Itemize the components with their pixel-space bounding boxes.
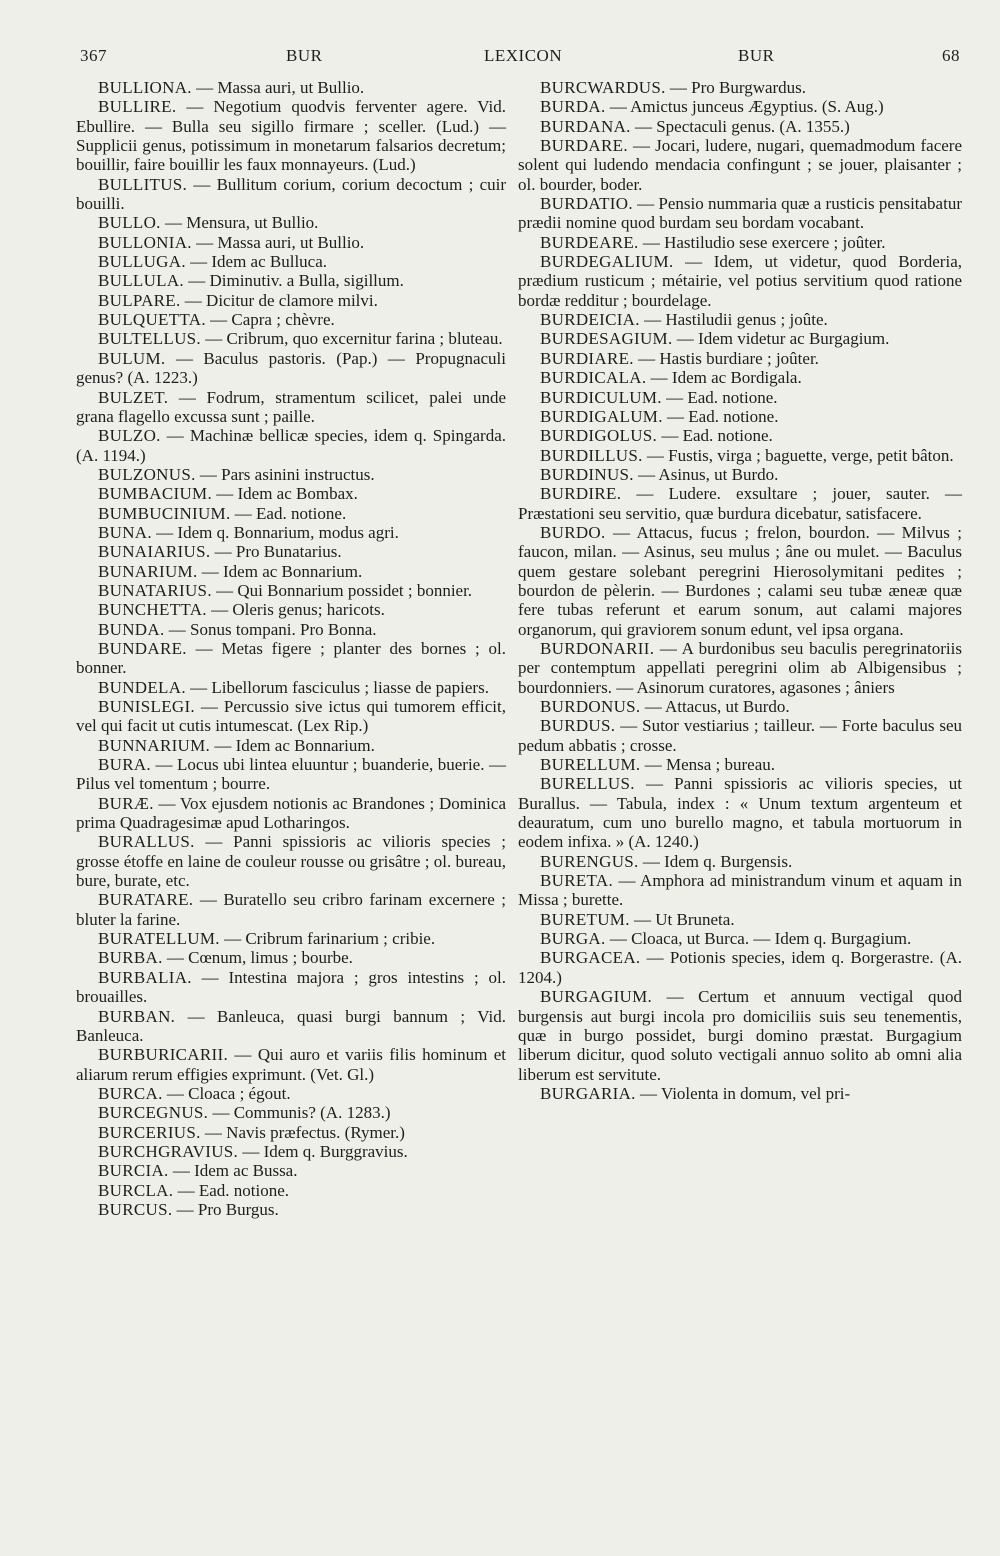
definition: — Intestina majora ; gros intestins ; ol. brouailles.	[76, 967, 506, 1007]
headword: BUNNARIUM.	[98, 735, 211, 755]
dictionary-entry	[76, 1007, 506, 1046]
headword: BURELLUS.	[540, 774, 635, 794]
definition: — Ut Bruneta.	[629, 909, 735, 929]
dictionary-entry	[518, 78, 962, 97]
dictionary-entry	[76, 639, 506, 678]
definition: — Negotium quodvis ferventer agere. Vid. Ebullire. — Bulla seu sigillo firmare ; sceller. (Lud.) — Supplicii genus, potissimum in monetarum falsarios decretum; bouillir, faire bouillir les faux monnayeurs. (Lud.)	[76, 97, 506, 175]
headword: BULTELLUS.	[98, 329, 201, 349]
definition: — Amictus junceus Ægyptius. (S. Aug.)	[605, 97, 884, 117]
dictionary-entry	[518, 426, 962, 445]
dictionary-entry	[518, 929, 962, 948]
definition: — Idem q. Bonnarium, modus agri.	[151, 522, 399, 542]
definition: — Pro Burgus.	[172, 1199, 279, 1219]
definition: — Pro Burgwardus.	[665, 78, 807, 97]
headword: BULZET.	[98, 387, 169, 407]
headword: BUNCHETTA.	[98, 600, 207, 620]
definition: — Idem ac Bulluca.	[185, 252, 328, 272]
headword: BUNAIARIUS.	[98, 542, 211, 562]
definition: — Qui Bonnarium possidet ; bonnier.	[211, 580, 473, 600]
headword: BURGACEA.	[540, 948, 641, 968]
headword: BURCHGRAVIUS.	[98, 1141, 239, 1161]
dictionary-entry	[76, 484, 506, 503]
headword: BULLONIA.	[98, 232, 192, 252]
dictionary-entry	[76, 948, 506, 967]
dictionary-entry	[518, 716, 962, 755]
definition: — Pensio nummaria quæ a rusticis pensitabatur prædii nomine quod burdam seu bordam vocabant.	[518, 194, 962, 233]
dictionary-entry	[76, 465, 506, 484]
dictionary-entry	[76, 600, 506, 619]
dictionary-entry	[518, 194, 962, 233]
left-column	[76, 78, 506, 1219]
dictionary-entry	[518, 446, 962, 465]
headword: BUNDELA.	[98, 677, 186, 697]
dictionary-entry	[76, 678, 506, 697]
definition: — Locus ubi lintea eluuntur ; buanderie, buerie. — Pilus vel tomentum ; bourre.	[76, 755, 506, 794]
definition: — Cribrum, quo excernitur farina ; bluteau.	[200, 329, 503, 349]
definition: — Jocari, ludere, nugari, quemadmodum facere solent qui ludendo mendacia confingunt ; se jouer, plaisanter ; ol. bourder, boder.	[518, 136, 962, 194]
definition: — Metas figere ; planter des bornes ; ol. bonner.	[76, 638, 506, 678]
dictionary-entry	[518, 349, 962, 368]
headword: BURDICULUM.	[540, 387, 662, 407]
dictionary-entry	[76, 504, 506, 523]
definition: — Percussio sive ictus qui tumorem efficit, vel qui facit ut cutis intumescat. (Lex Rip.)	[76, 697, 506, 736]
definition: — Baculus pastoris. (Pap.) — Propugnaculi genus? (A. 1223.)	[76, 348, 506, 388]
definition: — Attacus, fucus ; frelon, bourdon. — Milvus ; faucon, milan. — Asinus, seu mulus ; âne ou mulet. — Baculus quem gestare solebant peregrini Hierosolymitani pedites ; bourdon de pèlerin. — Burdones ; calami seu tubæ æneæ quæ fere tubas referunt et earum sonum, aut calami majores organorum, qui graviorem sonum edunt, vel ipsa organa.	[518, 522, 962, 639]
dictionary-entry	[76, 1181, 506, 1200]
definition: — Idem ac Bussa.	[168, 1161, 298, 1181]
dictionary-entry	[518, 910, 962, 929]
headword: BURDEARE.	[540, 232, 639, 252]
definition: — Ead. notione.	[661, 387, 778, 407]
dictionary-entry	[518, 407, 962, 426]
definition: — Idem ac Bonnarium.	[197, 561, 363, 581]
definition: — Ead. notione.	[173, 1180, 289, 1200]
headword: BURBURICARII.	[98, 1045, 228, 1065]
headword: BULLITUS.	[98, 174, 188, 194]
definition: — Qui auro et variis filis hominum et aliarum rerum effigies exprimunt. (Vet. Gl.)	[76, 1045, 506, 1084]
headword: BULLULA.	[98, 271, 184, 291]
headword: BURDATIO.	[540, 194, 633, 214]
headword: BUNISLEGI.	[98, 697, 195, 716]
dictionary-entry	[76, 426, 506, 465]
dictionary-entry	[76, 755, 506, 794]
definition: — Machinæ bellicæ species, idem q. Spingarda. (A. 1194.)	[76, 426, 506, 465]
definition: — Mensa ; bureau.	[640, 755, 776, 775]
dictionary-entry	[518, 329, 962, 348]
dictionary-entry	[518, 136, 962, 194]
headword: BURDARE.	[540, 136, 628, 156]
dictionary-entry	[76, 794, 506, 833]
definition: — Idem videtur ac Burgagium.	[672, 329, 890, 349]
headword: BURDONARII.	[540, 638, 655, 658]
headword: BURDIARE.	[540, 348, 634, 368]
headword: BULPARE.	[98, 290, 181, 310]
definition: — Libellorum fasciculus ; liasse de papiers.	[185, 677, 489, 697]
definition: — Diminutiv. a Bulla, sigillum.	[183, 271, 404, 291]
headword: BURÆ.	[98, 793, 154, 813]
dictionary-entry	[76, 968, 506, 1007]
headword: BURCWARDUS.	[540, 78, 666, 97]
dictionary-entry	[518, 97, 962, 116]
headword: BURBA.	[98, 948, 163, 968]
headword: BURDA.	[540, 97, 606, 117]
dictionary-entry	[76, 581, 506, 600]
dictionary-entry	[76, 271, 506, 290]
definition: — Violenta in domum, vel pri-	[635, 1083, 851, 1103]
definition: — Asinus, ut Burdo.	[633, 464, 779, 484]
headword: BULQUETTA.	[98, 310, 206, 330]
dictionary-entry	[518, 233, 962, 252]
dictionary-entry	[518, 1084, 962, 1103]
definition: — Certum et annuum vectigal quod burgensis aut burgi incola pro domiciliis suis seu tenementis, quæ in burgo possidet, burgi domino præstat. Burgagium liberum dicitur, quod soluto vectigali annuo solito ab omni alia liberum est servitute.	[518, 987, 962, 1084]
dictionary-entry	[76, 832, 506, 890]
dictionary-entry	[76, 329, 506, 348]
dictionary-entry	[76, 78, 506, 97]
dictionary-entry	[76, 310, 506, 329]
definition: — Ead. notione.	[230, 503, 347, 523]
definition: — Potionis species, idem q. Borgerastre. (A. 1204.)	[518, 948, 962, 987]
definition: — Capra ; chèvre.	[205, 310, 335, 330]
dictionary-entry	[76, 213, 506, 232]
dictionary-entry	[76, 175, 506, 214]
headword: BURDIGOLUS.	[540, 426, 658, 446]
dictionary-entry	[518, 117, 962, 136]
headword: BURDINUS.	[540, 464, 634, 484]
dictionary-entry	[76, 620, 506, 639]
dictionary-entry	[76, 736, 506, 755]
headword: BURCUS.	[98, 1199, 173, 1219]
definition: — Pars asinini instructus.	[195, 464, 375, 484]
definition: — Panni spissioris ac vilioris species ; grosse étoffe en laine de couleur rousse ou grisâtre ; ol. bureau, bure, burate, etc.	[76, 832, 506, 891]
definition: — Pro Bunatarius.	[210, 542, 342, 562]
dictionary-entry	[76, 1045, 506, 1084]
headword: BURCIA.	[98, 1161, 169, 1181]
definition: — Buratello seu cribro farinam excernere ; bluter la farine.	[76, 890, 506, 929]
definition: — Dicitur de clamore milvi.	[180, 290, 378, 310]
headword: BURGA.	[540, 929, 606, 949]
dictionary-entry	[518, 774, 962, 851]
headword: BURENGUS.	[540, 851, 639, 871]
headword: BURDO.	[540, 522, 606, 542]
headword: BUNATARIUS.	[98, 580, 212, 600]
headword: BURELLUM.	[540, 755, 641, 775]
headword: BURALLUS.	[98, 832, 195, 852]
definition: — A burdonibus seu baculis peregrinatoriis per contemptum appellati peregrini olim ab Albigensibus ; bourdonniers. — Asinorum curatores, agasones ; âniers	[518, 638, 962, 697]
definition: — Idem ac Bombax.	[212, 484, 358, 504]
headword: BULZONUS.	[98, 464, 196, 484]
headword: BURDESAGIUM.	[540, 329, 673, 349]
dictionary-entry	[76, 929, 506, 948]
left-guide-word: BUR	[286, 46, 323, 65]
dictionary-entry	[76, 388, 506, 427]
dictionary-entry	[76, 523, 506, 542]
running-title: LEXICON	[484, 46, 563, 65]
dictionary-entry	[76, 542, 506, 561]
dictionary-entry	[518, 697, 962, 716]
dictionary-entry	[76, 1161, 506, 1180]
definition: — Attacus, ut Burdo.	[640, 697, 790, 716]
headword: BURBALIA.	[98, 967, 192, 987]
headword: BURDICALA.	[540, 368, 647, 388]
headword: BUNA.	[98, 522, 152, 542]
headword: BURDIGALUM.	[540, 406, 663, 426]
right-guide-word: BUR	[738, 46, 775, 65]
right-page-number: 68	[942, 46, 960, 65]
dictionary-entry	[76, 291, 506, 310]
dictionary-entry	[518, 465, 962, 484]
definition: — Fustis, virga ; baguette, verge, petit bâton.	[642, 445, 954, 465]
dictionary-entry	[76, 890, 506, 929]
dictionary-entry	[76, 349, 506, 388]
definition: — Ead. notione.	[657, 426, 773, 446]
definition: — Idem ac Bonnarium.	[210, 735, 375, 755]
running-header	[80, 46, 960, 74]
headword: BURCA.	[98, 1083, 163, 1103]
headword: BURBAN.	[98, 1006, 176, 1026]
definition: — Ludere. exsultare ; jouer, sauter. — Præstationi seu servitio, quæ burdura dicebatur, satisfacere.	[518, 484, 962, 523]
definition: — Fodrum, stramentum scilicet, palei unde grana flagello excussa sunt ; paille.	[76, 387, 506, 426]
headword: BUNDARE.	[98, 638, 187, 658]
dictionary-entry	[76, 562, 506, 581]
dictionary-entry	[518, 368, 962, 387]
definition: — Amphora ad ministrandum vinum et aquam in Missa ; burette.	[518, 871, 962, 910]
definition: — Idem q. Burggravius.	[238, 1141, 408, 1161]
headword: BURDEGALIUM.	[540, 252, 674, 272]
headword: BUNDA.	[98, 619, 165, 639]
definition: — Vox ejusdem notionis ac Brandones ; Dominica prima Quadragesimæ apud Lotharingos.	[76, 793, 506, 833]
left-page-number: 367	[80, 46, 107, 65]
dictionary-entry	[76, 1123, 506, 1142]
definition: — Hastis burdiare ; joûter.	[633, 348, 819, 368]
headword: BURA.	[98, 755, 151, 775]
dictionary-entry	[518, 523, 962, 639]
definition: — Oleris genus; haricots.	[206, 600, 385, 620]
dictionary-entry	[518, 948, 962, 987]
definition: — Sutor vestiarius ; tailleur. — Forte baculus seu pedum abbatis ; crosse.	[518, 716, 962, 755]
dictionary-entry	[518, 388, 962, 407]
dictionary-entry	[518, 852, 962, 871]
headword: BURCLA.	[98, 1180, 174, 1200]
definition: — Idem ac Bordigala.	[646, 368, 802, 388]
headword: BURETA.	[540, 871, 613, 891]
dictionary-entry	[76, 233, 506, 252]
headword: BULLIRE.	[98, 97, 177, 117]
headword: BURDONUS.	[540, 697, 641, 716]
headword: BULZO.	[98, 426, 161, 446]
dictionary-entry	[76, 97, 506, 174]
definition: — Bullitum corium, corium decoctum ; cuir bouilli.	[76, 174, 506, 214]
definition: — Banleuca, quasi burgi bannum ; Vid. Banleuca.	[76, 1006, 506, 1045]
definition: — Cœnum, limus ; bourbe.	[162, 948, 353, 968]
headword: BURCERIUS.	[98, 1122, 201, 1142]
headword: BURDEICIA.	[540, 310, 640, 330]
definition: — Ead. notione.	[662, 406, 779, 426]
headword: BUMBUCINIUM.	[98, 503, 231, 523]
headword: BUMBACIUM.	[98, 484, 212, 504]
definition: — Navis præfectus. (Rymer.)	[200, 1122, 405, 1142]
definition: — Cloaca, ut Burca. — Idem q. Burgagium.	[605, 929, 912, 949]
definition: — Spectaculi genus. (A. 1355.)	[630, 116, 850, 136]
definition: — Mensura, ut Bullio.	[160, 213, 319, 233]
dictionary-entry	[518, 310, 962, 329]
dictionary-entry	[518, 639, 962, 697]
definition: — Idem q. Burgensis.	[638, 851, 793, 871]
headword: BURATARE.	[98, 890, 194, 910]
dictionary-entry	[76, 1084, 506, 1103]
headword: BURGARIA.	[540, 1083, 636, 1103]
dictionary-entry	[518, 987, 962, 1084]
headword: BULUM.	[98, 348, 166, 368]
definition: — Hastiludii genus ; joûte.	[639, 310, 828, 330]
definition: — Massa auri, ut Bullio.	[191, 232, 365, 252]
dictionary-entry	[76, 1103, 506, 1122]
definition: — Hastiludio sese exercere ; joûter.	[638, 232, 886, 252]
headword: BURATELLUM.	[98, 929, 220, 949]
dictionary-entry	[518, 252, 962, 310]
right-column	[518, 78, 962, 1103]
headword: BURDANA.	[540, 116, 631, 136]
headword: BURDUS.	[540, 716, 616, 736]
headword: BURETUM.	[540, 909, 630, 929]
definition: — Panni spissioris ac vilioris species, ut Burallus. — Tabula, index : « Unum textum argenteum et deauratum, cum uno burello magno, et tabula mortuorum in eodem infixa. » (A. 1240.)	[518, 774, 962, 852]
dictionary-entry	[76, 1142, 506, 1161]
dictionary-entry	[518, 484, 962, 523]
headword: BULLUGA.	[98, 252, 186, 272]
headword: BURGAGIUM.	[540, 987, 653, 1007]
headword: BURDILLUS.	[540, 445, 643, 465]
headword: BURCEGNUS.	[98, 1103, 209, 1123]
dictionary-entry	[76, 252, 506, 271]
headword: BULLIONA.	[98, 78, 192, 97]
dictionary-entry	[76, 697, 506, 736]
definition: — Cribrum farinarium ; cribie.	[219, 929, 436, 949]
dictionary-entry	[518, 755, 962, 774]
definition: — Massa auri, ut Bullio.	[191, 78, 365, 97]
definition: — Sonus tompani. Pro Bonna.	[164, 619, 377, 639]
headword: BUNARIUM.	[98, 561, 198, 581]
dictionary-entry	[76, 1200, 506, 1219]
headword: BULLO.	[98, 213, 161, 233]
definition: — Cloaca ; égout.	[162, 1083, 291, 1103]
definition: — Idem, ut videtur, quod Borderia, prædium rusticum ; métairie, vel potius servitium quod ratione bordæ redditur ; bourdelage.	[518, 252, 962, 310]
headword: BURDIRE.	[540, 484, 622, 504]
definition: — Communis? (A. 1283.)	[208, 1103, 391, 1123]
dictionary-entry	[518, 871, 962, 910]
